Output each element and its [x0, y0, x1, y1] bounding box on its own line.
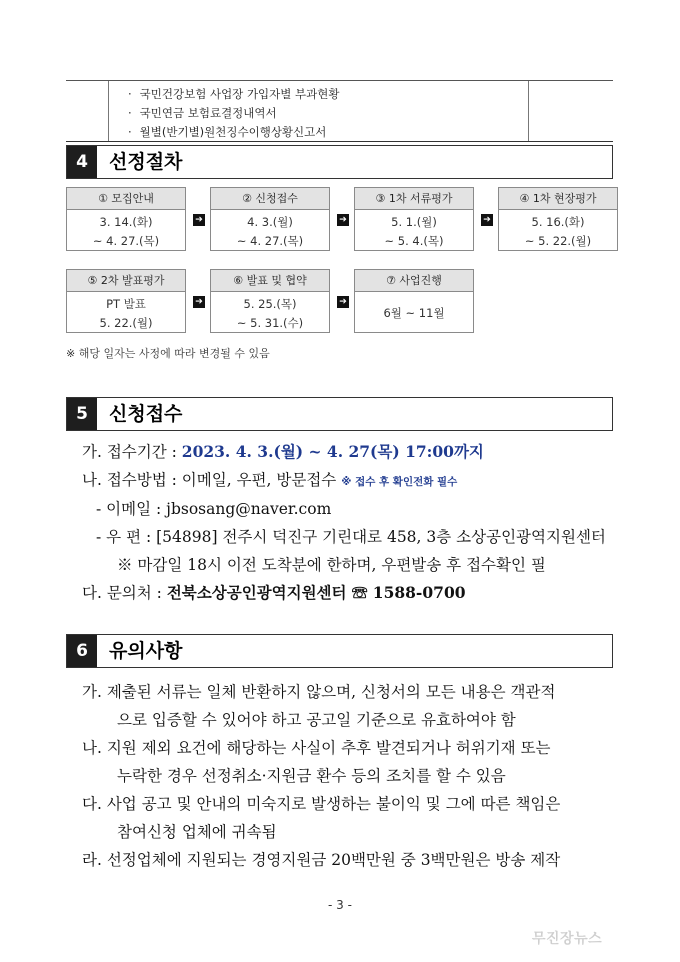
email-line: - 이메일 : jbsosang@naver.com: [96, 500, 332, 518]
step-date-start: 5. 1.(월): [391, 215, 437, 229]
step-box: [66, 187, 186, 251]
section-header-application: [66, 397, 613, 431]
method-label: 나. 접수방법 : 이메일, 우편, 방문접수: [82, 471, 342, 489]
step-date-start: 3. 14.(화): [99, 215, 153, 229]
step-box: [354, 269, 474, 333]
step-box: [498, 187, 618, 251]
table-divider: [108, 81, 109, 141]
step-date-start: 5. 16.(화): [531, 215, 585, 229]
method-note: ※ 접수 후 확인전화 필수: [341, 476, 458, 488]
step-dates: [211, 292, 329, 333]
step-dates: 6월 ~ 11월: [383, 306, 445, 320]
post-line: - 우 편 : [54898] 전주시 덕진구 기린대로 458, 3층 소상공인광역지원센터: [96, 528, 606, 546]
step-dates: [211, 210, 329, 251]
step-title: ① 모집안내: [67, 188, 185, 210]
documents-table: [66, 80, 613, 142]
page-number: - 3 -: [328, 898, 352, 912]
step-title: ⑦ 사업진행: [355, 270, 473, 292]
post-note: ※ 마감일 18시 이전 도착분에 한하며, 우편발송 후 접수확인 필: [117, 556, 546, 574]
section-title: 신청접수: [109, 403, 183, 425]
step-box: [354, 187, 474, 251]
notice-line: 으로 입증할 수 있어야 하고 공고일 기준으로 유효하여야 함: [117, 711, 516, 729]
step-title: ⑥ 발표 및 협약: [211, 270, 329, 292]
contact-line: [82, 581, 466, 603]
step-date-end: ~ 5. 4.(목): [384, 234, 444, 248]
section-number: 4: [67, 146, 97, 178]
step-date-end: ~ 4. 27.(목): [236, 234, 304, 248]
step-date-end: ~ 4. 27.(목): [92, 234, 160, 248]
step-date-end: ~ 5. 22.(월): [524, 234, 592, 248]
application-period: [82, 440, 484, 462]
notice-line: 나. 지원 제외 요건에 해당하는 사실이 추후 발견되거나 허위기재 또는: [82, 739, 551, 757]
table-divider: [528, 81, 529, 141]
list-item: · 국민연금 보험료결정내역서: [128, 104, 339, 123]
required-documents-list: [128, 85, 339, 142]
right-arrow-icon: ➔: [481, 214, 493, 226]
notice-line: 참여신청 업체에 귀속됨: [117, 823, 277, 841]
section-number: 6: [67, 635, 97, 667]
period-value: 2023. 4. 3.(월) ~ 4. 27(목) 17:00까지: [181, 442, 484, 461]
section-header-selection-process: [66, 145, 613, 179]
right-arrow-icon: ➔: [337, 296, 349, 308]
schedule-note: ※ 해당 일자는 사정에 따라 변경될 수 있음: [66, 347, 270, 360]
step-date-end: ~ 5. 31.(수): [236, 316, 304, 330]
step-title: ③ 1차 서류평가: [355, 188, 473, 210]
step-dates: [67, 210, 185, 251]
list-item: · 국민건강보험 사업장 가입자별 부과현황: [128, 85, 339, 104]
list-item: · 월별(반기별)원천징수이행상황신고서: [128, 123, 339, 142]
contact-label: 다. 문의처 :: [82, 584, 167, 602]
step-dates: [499, 210, 617, 251]
step-box: [66, 269, 186, 333]
section-number: 5: [67, 398, 97, 430]
notice-line: 라. 선정업체에 지원되는 경영지원금 20백만원 중 3백만원은 방송 제작: [82, 851, 561, 869]
notice-line: 누락한 경우 선정취소·지원금 환수 등의 조치를 할 수 있음: [117, 767, 506, 785]
step-box: [210, 269, 330, 333]
contact-value: 전북소상공인광역지원센터 ☏ 1588-0700: [166, 583, 466, 602]
section-title: 선정절차: [109, 151, 183, 173]
right-arrow-icon: ➔: [193, 296, 205, 308]
notice-line: 다. 사업 공고 및 안내의 미숙지로 발생하는 불이익 및 그에 따른 책임은: [82, 795, 561, 813]
section-title: 유의사항: [109, 640, 183, 662]
step-title: ② 신청접수: [211, 188, 329, 210]
step-title: ⑤ 2차 발표평가: [67, 270, 185, 292]
period-label: 가. 접수기간 :: [82, 443, 182, 461]
notice-line: 가. 제출된 서류는 일체 반환하지 않으며, 신청서의 모든 내용은 객관적: [82, 683, 556, 701]
right-arrow-icon: ➔: [337, 214, 349, 226]
section-header-notes: [66, 634, 613, 668]
step-dates: [67, 292, 185, 333]
application-method: [82, 468, 457, 490]
step-dates: [355, 210, 473, 251]
step-title: ④ 1차 현장평가: [499, 188, 617, 210]
watermark-logo: 무진장뉴스: [532, 931, 603, 947]
right-arrow-icon: ➔: [193, 214, 205, 226]
step-date-start: 5. 25.(목): [243, 297, 297, 311]
step-box: [210, 187, 330, 251]
step-date-start: 4. 3.(월): [247, 215, 293, 229]
step-date-start: PT 발표: [106, 297, 146, 311]
step-date-end: 5. 22.(월): [99, 316, 153, 330]
